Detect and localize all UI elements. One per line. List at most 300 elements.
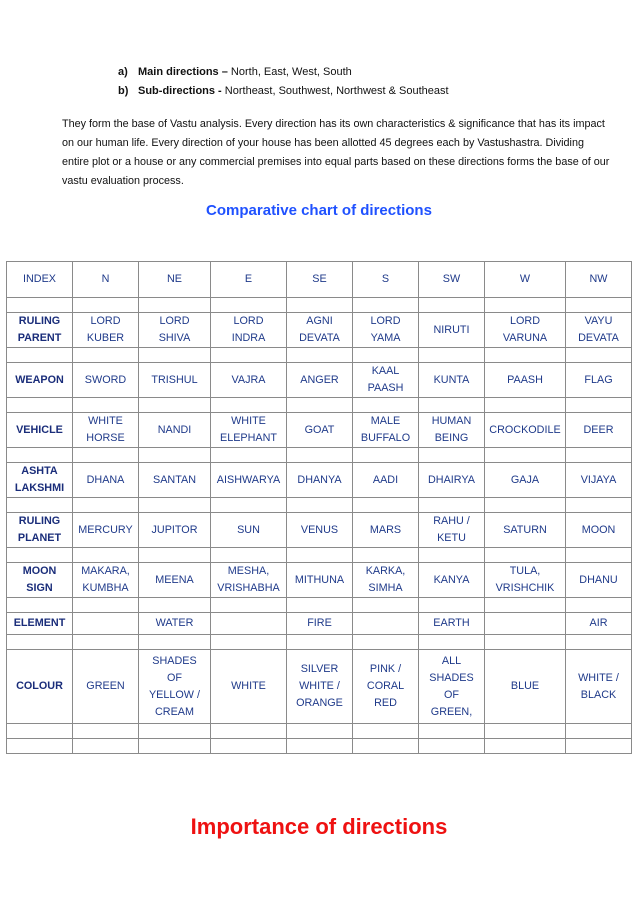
empty-cell <box>287 298 353 313</box>
table-cell <box>485 563 566 598</box>
list-item <box>118 82 449 101</box>
table-row <box>7 463 632 498</box>
cell-line: LORD <box>90 315 121 327</box>
cell-line: HORSE <box>86 432 125 444</box>
empty-cell <box>353 598 419 613</box>
cell-line: KUNTA <box>433 373 470 386</box>
table-row <box>7 513 632 548</box>
empty-cell <box>287 724 353 739</box>
spacer-row <box>7 598 632 613</box>
label-line: SIGN <box>26 582 53 594</box>
chart-title: Comparative chart of directions <box>206 202 432 219</box>
cell-line: SATURN <box>503 523 547 536</box>
cell-line: ALL <box>441 654 462 667</box>
empty-cell <box>7 498 73 513</box>
cell-line: AGNI <box>306 315 333 327</box>
empty-cell <box>566 739 632 754</box>
cell-line: HUMAN <box>431 415 472 427</box>
table-cell <box>566 513 632 548</box>
cell-line: GREEN, <box>430 705 473 718</box>
cell-line: FIRE <box>307 617 332 629</box>
table-row <box>7 563 632 598</box>
cell-line: VENUS <box>300 523 339 536</box>
empty-cell <box>353 724 419 739</box>
cell-line: SWORD <box>84 373 127 386</box>
empty-cell <box>353 739 419 754</box>
list-text: North, East, West, South <box>227 66 352 78</box>
empty-cell <box>211 448 287 463</box>
cell-line: WHITE / <box>299 680 340 692</box>
empty-cell <box>353 498 419 513</box>
label-line: RULING <box>18 315 61 327</box>
empty-cell <box>353 348 419 363</box>
cell-line: JUPITOR <box>151 523 198 536</box>
table-row <box>7 363 632 398</box>
cell-line: SHIVA <box>158 332 191 344</box>
empty-cell <box>73 298 139 313</box>
empty-cell <box>419 448 485 463</box>
cell-line: CROCKODILE <box>489 423 561 436</box>
index-header: INDEX <box>7 262 73 298</box>
list-marker: b) <box>118 85 129 97</box>
cell-line: KUBER <box>86 332 125 344</box>
cell-line: MEENA <box>155 573 194 586</box>
table-cell <box>419 513 485 548</box>
cell-line: SHADES <box>152 654 197 667</box>
empty-cell <box>353 448 419 463</box>
empty-cell <box>139 348 211 363</box>
list-marker: a) <box>118 66 128 78</box>
cell-line: BUFFALO <box>360 432 411 444</box>
empty-cell <box>287 498 353 513</box>
table-cell <box>353 463 419 498</box>
table-cell <box>419 363 485 398</box>
table-cell <box>353 563 419 598</box>
cell-line: KUMBHA <box>82 582 129 594</box>
table-cell <box>485 413 566 448</box>
cell-line: FLAG <box>584 373 613 386</box>
table-cell <box>485 513 566 548</box>
table-cell <box>139 313 211 348</box>
table-cell <box>566 413 632 448</box>
cell-line: GREEN <box>86 680 125 692</box>
cell-line: YAMA <box>370 332 401 344</box>
table-cell <box>211 563 287 598</box>
empty-cell <box>7 448 73 463</box>
table-cell <box>353 413 419 448</box>
table-cell <box>287 463 353 498</box>
spacer-row <box>7 724 632 739</box>
cell-line: AIR <box>589 617 608 629</box>
cell-line: VARUNA <box>502 332 548 344</box>
empty-cell <box>211 598 287 613</box>
table-cell <box>211 513 287 548</box>
table-cell <box>139 413 211 448</box>
empty-cell <box>353 548 419 563</box>
empty-cell <box>73 348 139 363</box>
label-line: PLANET <box>17 532 62 544</box>
cell-line: NIRUTI <box>433 323 470 336</box>
empty-cell <box>139 298 211 313</box>
empty-cell <box>419 298 485 313</box>
cell-line: EARTH <box>433 617 470 629</box>
cell-line: WHITE <box>231 415 266 427</box>
cell-line: INDRA <box>231 332 266 344</box>
table-cell <box>566 613 632 635</box>
cell-line: VIJAYA <box>580 473 617 486</box>
empty-cell <box>73 498 139 513</box>
cell-line: YELLOW / <box>148 688 200 701</box>
row-label <box>7 463 73 498</box>
empty-cell <box>139 724 211 739</box>
empty-cell <box>485 739 566 754</box>
spacer-row <box>7 548 632 563</box>
table-cell <box>353 363 419 398</box>
table-cell <box>419 463 485 498</box>
empty-cell <box>419 398 485 413</box>
table-cell <box>139 363 211 398</box>
table-cell <box>566 313 632 348</box>
table-cell <box>73 513 139 548</box>
empty-cell <box>73 724 139 739</box>
empty-cell <box>485 635 566 650</box>
empty-cell <box>287 348 353 363</box>
empty-cell <box>566 635 632 650</box>
table-cell <box>287 650 353 724</box>
table-cell <box>211 463 287 498</box>
spacer-row <box>7 739 632 754</box>
cell-line: CORAL <box>366 680 405 692</box>
cell-line: MOON <box>581 523 616 536</box>
table-cell <box>211 363 287 398</box>
table-cell <box>73 563 139 598</box>
row-label <box>7 363 73 398</box>
empty-cell <box>566 724 632 739</box>
empty-cell <box>139 739 211 754</box>
empty-cell <box>287 635 353 650</box>
direction-header: E <box>211 262 287 298</box>
cell-line: LORD <box>370 315 401 327</box>
empty-cell <box>419 739 485 754</box>
spacer-row <box>7 498 632 513</box>
list-term: Sub-directions - <box>138 85 222 97</box>
empty-cell <box>566 398 632 413</box>
cell-line: MARS <box>369 523 402 536</box>
direction-header: SW <box>419 262 485 298</box>
empty-cell <box>287 448 353 463</box>
direction-header: SE <box>287 262 353 298</box>
table-row <box>7 313 632 348</box>
empty-cell <box>7 739 73 754</box>
spacer-row <box>7 635 632 650</box>
label-line: PARENT <box>17 332 62 344</box>
cell-line: PINK / <box>369 663 402 675</box>
cell-line: VRISHCHIK <box>495 582 555 594</box>
list-text: Northeast, Southwest, Northwest & Southeast <box>221 85 449 97</box>
table-row <box>7 650 632 724</box>
empty-cell <box>211 298 287 313</box>
cell-line: SILVER <box>300 663 339 675</box>
empty-cell <box>419 498 485 513</box>
empty-cell <box>73 448 139 463</box>
empty-cell <box>485 348 566 363</box>
empty-cell <box>566 348 632 363</box>
empty-cell <box>485 548 566 563</box>
label-line: LAKSHMI <box>14 482 65 494</box>
cell-line: NANDI <box>157 423 192 436</box>
cell-line: KANYA <box>433 573 470 586</box>
cell-line: CREAM <box>155 705 194 718</box>
cell-line: DEVATA <box>578 332 619 344</box>
empty-cell <box>7 398 73 413</box>
cell-line: AADI <box>372 473 399 486</box>
empty-cell <box>139 448 211 463</box>
label-line: COLOUR <box>16 680 63 692</box>
table-cell <box>287 413 353 448</box>
cell-line: OF <box>167 671 182 684</box>
spacer-row <box>7 398 632 413</box>
cell-line: GOAT <box>304 423 335 436</box>
cell-line: DHAIRYA <box>428 473 475 486</box>
table-cell <box>287 363 353 398</box>
table-cell <box>353 513 419 548</box>
empty-cell <box>7 635 73 650</box>
direction-header: N <box>73 262 139 298</box>
table-cell <box>287 313 353 348</box>
table-cell <box>353 313 419 348</box>
empty-cell <box>139 635 211 650</box>
cell-line: TRISHUL <box>151 373 198 386</box>
table-cell <box>353 613 419 635</box>
empty-cell <box>566 448 632 463</box>
empty-cell <box>7 724 73 739</box>
cell-line: LORD <box>159 315 190 327</box>
table-cell <box>485 613 566 635</box>
cell-line: DHANU <box>579 573 618 586</box>
cell-line: DEER <box>583 423 614 436</box>
empty-cell <box>211 548 287 563</box>
cell-line: WHITE <box>231 680 266 692</box>
empty-cell <box>419 598 485 613</box>
cell-line: VAJRA <box>231 373 266 386</box>
table-cell <box>139 650 211 724</box>
table-cell <box>419 563 485 598</box>
direction-header: S <box>353 262 419 298</box>
table-cell <box>139 563 211 598</box>
table-cell <box>73 650 139 724</box>
table-cell <box>287 513 353 548</box>
table-cell <box>139 513 211 548</box>
cell-line: ELEPHANT <box>220 432 277 444</box>
table-cell <box>485 650 566 724</box>
cell-line: WHITE <box>88 415 123 427</box>
empty-cell <box>287 739 353 754</box>
cell-line: MALE <box>370 415 401 427</box>
empty-cell <box>419 635 485 650</box>
empty-cell <box>7 598 73 613</box>
empty-cell <box>566 598 632 613</box>
cell-line: WATER <box>155 617 194 629</box>
table-cell <box>211 413 287 448</box>
cell-line: SANTAN <box>153 473 196 486</box>
empty-cell <box>485 724 566 739</box>
cell-line: ORANGE <box>296 697 343 709</box>
cell-line: SIMHA <box>368 582 403 594</box>
cell-line: VAYU <box>584 315 613 327</box>
direction-header: NE <box>139 262 211 298</box>
table-cell <box>353 650 419 724</box>
table-row <box>7 613 632 635</box>
row-label <box>7 313 73 348</box>
list-term: Main directions – <box>138 66 228 78</box>
table-cell <box>419 313 485 348</box>
empty-cell <box>419 548 485 563</box>
cell-line: LORD <box>510 315 540 327</box>
table-cell <box>419 650 485 724</box>
cell-line: MAKARA, <box>81 565 130 577</box>
cell-line: PAASH <box>367 382 404 394</box>
row-label <box>7 650 73 724</box>
cell-line: KETU <box>437 532 466 544</box>
row-label <box>7 563 73 598</box>
cell-line: WHITE / <box>578 671 619 684</box>
cell-line: LORD <box>233 315 264 327</box>
table-cell <box>73 413 139 448</box>
cell-line: BLUE <box>510 680 540 692</box>
table-cell <box>211 650 287 724</box>
table-cell <box>139 613 211 635</box>
cell-line: MESHA, <box>227 565 270 577</box>
empty-cell <box>287 398 353 413</box>
table-cell <box>211 613 287 635</box>
row-label <box>7 413 73 448</box>
empty-cell <box>566 548 632 563</box>
empty-cell <box>73 635 139 650</box>
label-line: ELEMENT <box>13 617 66 629</box>
cell-line: SUN <box>237 523 260 536</box>
empty-cell <box>211 724 287 739</box>
empty-cell <box>485 498 566 513</box>
cell-line: RAHU / <box>433 515 470 527</box>
cell-line: DHANA <box>86 473 125 486</box>
table-cell <box>211 313 287 348</box>
cell-line: DEVATA <box>299 332 340 344</box>
table-cell <box>566 363 632 398</box>
cell-line: AISHWARYA <box>216 473 281 486</box>
empty-cell <box>566 498 632 513</box>
empty-cell <box>73 598 139 613</box>
empty-cell <box>73 398 139 413</box>
empty-cell <box>211 348 287 363</box>
cell-line: MERCURY <box>78 523 133 536</box>
empty-cell <box>566 298 632 313</box>
table-header-row <box>7 262 632 298</box>
cell-line: DHANYA <box>297 473 342 486</box>
spacer-row <box>7 348 632 363</box>
empty-cell <box>485 398 566 413</box>
empty-cell <box>211 498 287 513</box>
cell-line: PAASH <box>507 373 543 386</box>
cell-line: RED <box>374 697 397 709</box>
empty-cell <box>139 498 211 513</box>
intro-paragraph: They form the base of Vastu analysis. Every direction has its own characteristics & significance that has its impact on our human life. Every direction of your house has been allotted 45 degrees each by Vastushastra. Dividing entire plot or a house or any commercial premises into equal parts based on these directions forms the base of our vastu evaluation process. <box>62 118 610 187</box>
direction-header: NW <box>566 262 632 298</box>
label-line: RULING <box>18 515 61 527</box>
spacer-row <box>7 448 632 463</box>
empty-cell <box>139 398 211 413</box>
empty-cell <box>485 298 566 313</box>
empty-cell <box>211 398 287 413</box>
table-row <box>7 413 632 448</box>
cell-line: GAJA <box>510 473 540 486</box>
row-label <box>7 513 73 548</box>
table-cell <box>419 413 485 448</box>
empty-cell <box>287 548 353 563</box>
cell-line: KARKA, <box>365 565 406 577</box>
directions-table <box>6 261 632 754</box>
empty-cell <box>7 348 73 363</box>
table-cell <box>566 650 632 724</box>
empty-cell <box>73 739 139 754</box>
empty-cell <box>7 298 73 313</box>
directions-list <box>118 63 449 101</box>
empty-cell <box>139 548 211 563</box>
cell-line: BLACK <box>580 688 617 701</box>
empty-cell <box>73 548 139 563</box>
empty-cell <box>353 298 419 313</box>
spacer-row <box>7 298 632 313</box>
table-cell <box>485 313 566 348</box>
empty-cell <box>211 635 287 650</box>
cell-line: TULA, <box>509 565 541 577</box>
cell-line: OF <box>444 688 459 701</box>
table-cell <box>419 613 485 635</box>
table-cell <box>73 363 139 398</box>
table-cell <box>566 463 632 498</box>
row-label <box>7 613 73 635</box>
table-cell <box>73 313 139 348</box>
cell-line: ANGER <box>300 373 339 386</box>
label-line: WEAPON <box>15 373 64 386</box>
empty-cell <box>485 448 566 463</box>
empty-cell <box>353 398 419 413</box>
empty-cell <box>353 635 419 650</box>
direction-header: W <box>485 262 566 298</box>
empty-cell <box>485 598 566 613</box>
table-cell <box>485 463 566 498</box>
label-line: ASHTA <box>21 465 58 477</box>
empty-cell <box>211 739 287 754</box>
section-heading: Importance of directions <box>190 814 448 839</box>
label-line: MOON <box>22 565 57 577</box>
label-line: VEHICLE <box>16 423 63 436</box>
empty-cell <box>419 724 485 739</box>
table-cell <box>287 613 353 635</box>
table-cell <box>566 563 632 598</box>
table-cell <box>73 613 139 635</box>
table-cell <box>287 563 353 598</box>
cell-line: MITHUNA <box>294 573 345 586</box>
empty-cell <box>419 348 485 363</box>
table-cell <box>139 463 211 498</box>
cell-line: KAAL <box>371 365 400 377</box>
table-cell <box>73 463 139 498</box>
list-item <box>118 63 449 82</box>
empty-cell <box>7 548 73 563</box>
empty-cell <box>287 598 353 613</box>
empty-cell <box>139 598 211 613</box>
cell-line: SHADES <box>429 671 474 684</box>
